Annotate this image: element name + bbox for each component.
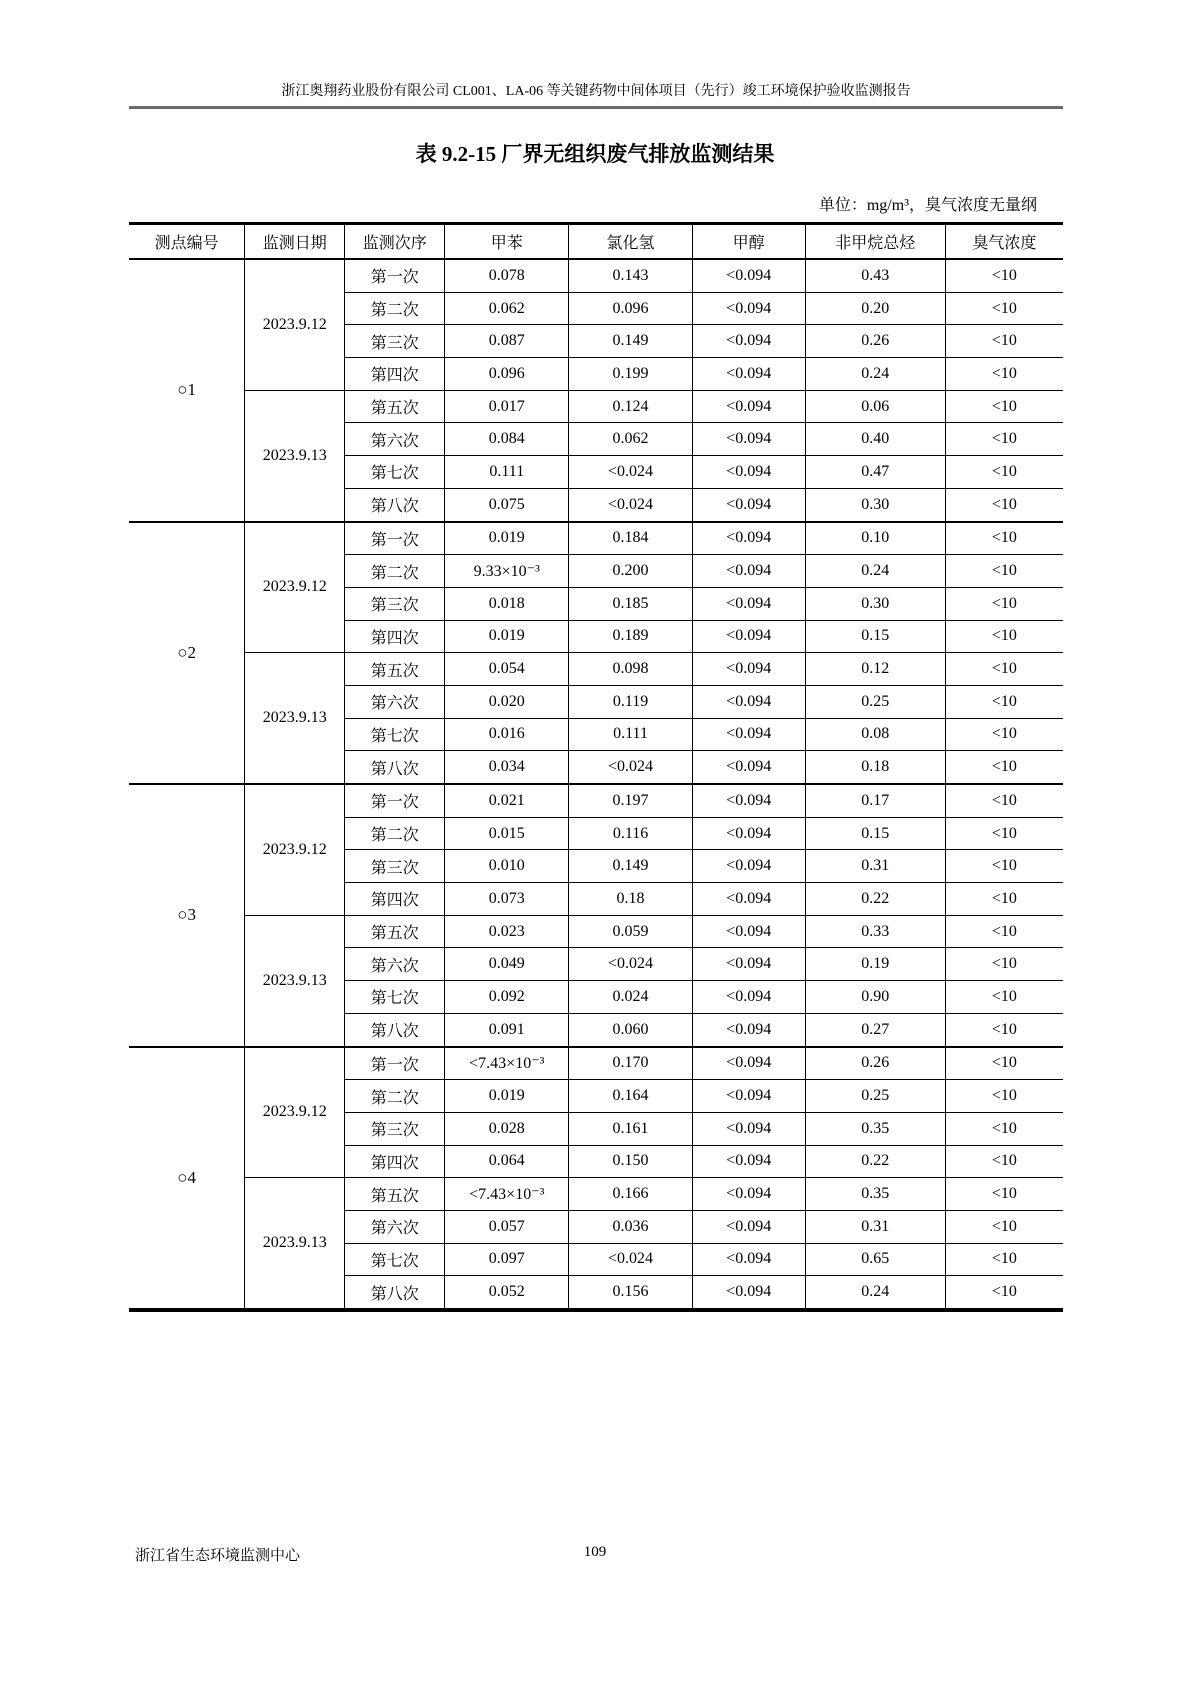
value-cell: <0.094 <box>692 259 805 292</box>
value-cell: <10 <box>945 1112 1063 1145</box>
value-cell: <0.094 <box>692 915 805 948</box>
value-cell: <10 <box>945 456 1063 489</box>
value-cell: 0.184 <box>569 522 692 555</box>
col-header-order: 监测次序 <box>345 224 445 260</box>
value-cell: 0.060 <box>569 1013 692 1046</box>
date-cell: 2023.9.13 <box>245 1178 345 1310</box>
value-cell: <0.094 <box>692 358 805 391</box>
order-cell: 第八次 <box>345 751 445 784</box>
value-cell: <10 <box>945 522 1063 555</box>
value-cell: <10 <box>945 555 1063 588</box>
value-cell: <0.094 <box>692 1243 805 1276</box>
value-cell: <10 <box>945 1145 1063 1178</box>
value-cell: 0.06 <box>805 390 945 423</box>
value-cell: <0.094 <box>692 1276 805 1310</box>
value-cell: 0.078 <box>445 259 569 292</box>
value-cell: 0.111 <box>445 456 569 489</box>
value-cell: 0.015 <box>445 817 569 850</box>
value-cell: 0.199 <box>569 358 692 391</box>
value-cell: 0.143 <box>569 259 692 292</box>
value-cell: 0.119 <box>569 685 692 718</box>
value-cell: 0.057 <box>445 1210 569 1243</box>
value-cell: 0.15 <box>805 620 945 653</box>
value-cell: 0.30 <box>805 488 945 521</box>
value-cell: 0.019 <box>445 1080 569 1113</box>
date-cell: 2023.9.12 <box>245 1047 345 1178</box>
value-cell: 9.33×10⁻³ <box>445 555 569 588</box>
value-cell: 0.26 <box>805 325 945 358</box>
value-cell: 0.33 <box>805 915 945 948</box>
col-header-nmhc: 非甲烷总烃 <box>805 224 945 260</box>
value-cell: 0.019 <box>445 620 569 653</box>
point-id-cell: ○2 <box>129 522 245 785</box>
value-cell: <10 <box>945 325 1063 358</box>
value-cell: 0.049 <box>445 948 569 981</box>
value-cell: <10 <box>945 1080 1063 1113</box>
value-cell: <10 <box>945 653 1063 686</box>
order-cell: 第一次 <box>345 522 445 555</box>
table-row <box>129 390 1063 423</box>
date-cell: 2023.9.13 <box>245 653 345 784</box>
document-header: 浙江奥翔药业股份有限公司 CL001、LA-06 等关键药物中间体项目（先行）竣工环境保护验收监测报告 <box>281 84 911 99</box>
order-cell: 第六次 <box>345 1210 445 1243</box>
value-cell: 0.10 <box>805 522 945 555</box>
col-header-point: 测点编号 <box>129 224 245 260</box>
value-cell: 0.116 <box>569 817 692 850</box>
value-cell: 0.24 <box>805 555 945 588</box>
value-cell: <0.094 <box>692 1112 805 1145</box>
order-cell: 第二次 <box>345 555 445 588</box>
value-cell: 0.036 <box>569 1210 692 1243</box>
value-cell: 0.18 <box>805 751 945 784</box>
value-cell: 0.092 <box>445 981 569 1014</box>
value-cell: <0.094 <box>692 390 805 423</box>
value-cell: 0.023 <box>445 915 569 948</box>
monitoring-results-table <box>129 222 1063 1312</box>
order-cell: 第三次 <box>345 587 445 620</box>
order-cell: 第四次 <box>345 883 445 916</box>
order-cell: 第一次 <box>345 784 445 817</box>
date-cell: 2023.9.12 <box>245 784 345 915</box>
col-header-toluene: 甲苯 <box>445 224 569 260</box>
value-cell: 0.017 <box>445 390 569 423</box>
order-cell: 第四次 <box>345 620 445 653</box>
value-cell: <0.094 <box>692 751 805 784</box>
value-cell: <0.094 <box>692 522 805 555</box>
value-cell: 0.185 <box>569 587 692 620</box>
date-cell: 2023.9.13 <box>245 390 345 521</box>
value-cell: 0.084 <box>445 423 569 456</box>
value-cell: 0.26 <box>805 1047 945 1080</box>
value-cell: <0.094 <box>692 620 805 653</box>
value-cell: 0.075 <box>445 488 569 521</box>
value-cell: <0.094 <box>692 325 805 358</box>
value-cell: <10 <box>945 1210 1063 1243</box>
unit-note <box>129 192 1063 215</box>
value-cell: <10 <box>945 488 1063 521</box>
value-cell: 0.90 <box>805 981 945 1014</box>
value-cell: <10 <box>945 915 1063 948</box>
value-cell: <0.094 <box>692 587 805 620</box>
value-cell: <0.094 <box>692 1178 805 1211</box>
value-cell: 0.17 <box>805 784 945 817</box>
value-cell: 0.22 <box>805 883 945 916</box>
value-cell: 0.15 <box>805 817 945 850</box>
value-cell: 0.073 <box>445 883 569 916</box>
value-cell: <0.094 <box>692 718 805 751</box>
value-cell: <0.094 <box>692 1145 805 1178</box>
table-title: 表 9.2-15 厂界无组织废气排放监测结果 <box>415 142 775 166</box>
value-cell: <10 <box>945 620 1063 653</box>
value-cell: 0.12 <box>805 653 945 686</box>
order-cell: 第八次 <box>345 488 445 521</box>
order-cell: 第二次 <box>345 817 445 850</box>
value-cell: 0.098 <box>569 653 692 686</box>
value-cell: <0.024 <box>569 948 692 981</box>
value-cell: 0.150 <box>569 1145 692 1178</box>
value-cell: <10 <box>945 1276 1063 1310</box>
value-cell: <10 <box>945 685 1063 718</box>
date-cell: 2023.9.13 <box>245 915 345 1046</box>
value-cell: <0.094 <box>692 1080 805 1113</box>
value-cell: 0.149 <box>569 325 692 358</box>
value-cell: 0.096 <box>569 292 692 325</box>
value-cell: 0.31 <box>805 850 945 883</box>
point-id-cell: ○4 <box>129 1047 245 1311</box>
value-cell: 0.19 <box>805 948 945 981</box>
value-cell: 0.200 <box>569 555 692 588</box>
value-cell: 0.062 <box>445 292 569 325</box>
value-cell: <10 <box>945 292 1063 325</box>
col-header-hcl: 氯化氢 <box>569 224 692 260</box>
value-cell: 0.149 <box>569 850 692 883</box>
value-cell: <0.094 <box>692 685 805 718</box>
header-divider <box>129 106 1063 109</box>
value-cell: 0.161 <box>569 1112 692 1145</box>
value-cell: <10 <box>945 784 1063 817</box>
order-cell: 第一次 <box>345 1047 445 1080</box>
value-cell: 0.08 <box>805 718 945 751</box>
value-cell: 0.059 <box>569 915 692 948</box>
value-cell: <0.094 <box>692 292 805 325</box>
value-cell: 0.27 <box>805 1013 945 1046</box>
value-cell: <10 <box>945 259 1063 292</box>
value-cell: <0.094 <box>692 653 805 686</box>
value-cell: <10 <box>945 948 1063 981</box>
value-cell: <0.024 <box>569 488 692 521</box>
value-cell: 0.034 <box>445 751 569 784</box>
value-cell: 0.65 <box>805 1243 945 1276</box>
value-cell: 0.189 <box>569 620 692 653</box>
order-cell: 第一次 <box>345 259 445 292</box>
value-cell: 0.31 <box>805 1210 945 1243</box>
value-cell: 0.020 <box>445 685 569 718</box>
value-cell: 0.124 <box>569 390 692 423</box>
value-cell: <10 <box>945 718 1063 751</box>
value-cell: 0.18 <box>569 883 692 916</box>
value-cell: <10 <box>945 883 1063 916</box>
table-row <box>129 1178 1063 1211</box>
value-cell: 0.30 <box>805 587 945 620</box>
order-cell: 第二次 <box>345 1080 445 1113</box>
value-cell: 0.35 <box>805 1112 945 1145</box>
value-cell: 0.010 <box>445 850 569 883</box>
table-row <box>129 653 1063 686</box>
value-cell: 0.021 <box>445 784 569 817</box>
value-cell: 0.156 <box>569 1276 692 1310</box>
value-cell: 0.164 <box>569 1080 692 1113</box>
order-cell: 第七次 <box>345 1243 445 1276</box>
value-cell: 0.097 <box>445 1243 569 1276</box>
point-id-cell: ○1 <box>129 259 245 522</box>
value-cell: <0.024 <box>569 456 692 489</box>
order-cell: 第三次 <box>345 1112 445 1145</box>
point-id-cell: ○3 <box>129 784 245 1047</box>
value-cell: 0.25 <box>805 1080 945 1113</box>
value-cell: <0.094 <box>692 948 805 981</box>
value-cell: 0.197 <box>569 784 692 817</box>
value-cell: 0.22 <box>805 1145 945 1178</box>
order-cell: 第七次 <box>345 981 445 1014</box>
value-cell: <0.094 <box>692 981 805 1014</box>
order-cell: 第四次 <box>345 358 445 391</box>
value-cell: <0.094 <box>692 1047 805 1080</box>
value-cell: <0.094 <box>692 784 805 817</box>
value-cell: <0.094 <box>692 1013 805 1046</box>
value-cell: <0.094 <box>692 488 805 521</box>
value-cell: 0.064 <box>445 1145 569 1178</box>
value-cell: <10 <box>945 1013 1063 1046</box>
value-cell: 0.24 <box>805 358 945 391</box>
value-cell: <7.43×10⁻³ <box>445 1178 569 1211</box>
value-cell: 0.019 <box>445 522 569 555</box>
value-cell: <0.094 <box>692 423 805 456</box>
value-cell: 0.024 <box>569 981 692 1014</box>
value-cell: 0.054 <box>445 653 569 686</box>
value-cell: <10 <box>945 423 1063 456</box>
col-header-methanol: 甲醇 <box>692 224 805 260</box>
order-cell: 第二次 <box>345 292 445 325</box>
order-cell: 第四次 <box>345 1145 445 1178</box>
table-row <box>129 259 1063 292</box>
col-header-odor: 臭气浓度 <box>945 224 1063 260</box>
order-cell: 第六次 <box>345 948 445 981</box>
value-cell: <0.024 <box>569 1243 692 1276</box>
value-cell: 0.20 <box>805 292 945 325</box>
value-cell: 0.062 <box>569 423 692 456</box>
order-cell: 第八次 <box>345 1276 445 1310</box>
value-cell: 0.166 <box>569 1178 692 1211</box>
value-cell: <10 <box>945 850 1063 883</box>
table-row <box>129 915 1063 948</box>
order-cell: 第六次 <box>345 423 445 456</box>
value-cell: <0.024 <box>569 751 692 784</box>
table-row <box>129 784 1063 817</box>
value-cell: 0.016 <box>445 718 569 751</box>
unit-note-text: 单位：mg/m³，臭气浓度无量纲 <box>818 197 1037 214</box>
order-cell: 第五次 <box>345 653 445 686</box>
value-cell: <0.094 <box>692 817 805 850</box>
order-cell: 第六次 <box>345 685 445 718</box>
value-cell: 0.25 <box>805 685 945 718</box>
value-cell: <10 <box>945 1047 1063 1080</box>
value-cell: <10 <box>945 358 1063 391</box>
page-number: 109 <box>583 1544 607 1560</box>
footer-organization: 浙江省生态环境监测中心 <box>135 1548 301 1564</box>
order-cell: 第七次 <box>345 456 445 489</box>
date-cell: 2023.9.12 <box>245 522 345 653</box>
value-cell: 0.43 <box>805 259 945 292</box>
value-cell: 0.096 <box>445 358 569 391</box>
table-row <box>129 1047 1063 1080</box>
value-cell: <10 <box>945 751 1063 784</box>
value-cell: 0.24 <box>805 1276 945 1310</box>
value-cell: 0.052 <box>445 1276 569 1310</box>
value-cell: 0.170 <box>569 1047 692 1080</box>
value-cell: <10 <box>945 587 1063 620</box>
order-cell: 第五次 <box>345 1178 445 1211</box>
value-cell: <0.094 <box>692 1210 805 1243</box>
value-cell: 0.35 <box>805 1178 945 1211</box>
value-cell: <0.094 <box>692 456 805 489</box>
value-cell: 0.47 <box>805 456 945 489</box>
date-cell: 2023.9.12 <box>245 259 345 390</box>
value-cell: <0.094 <box>692 883 805 916</box>
value-cell: 0.091 <box>445 1013 569 1046</box>
value-cell: <0.094 <box>692 850 805 883</box>
value-cell: <10 <box>945 1178 1063 1211</box>
col-header-date: 监测日期 <box>245 224 345 260</box>
value-cell: <0.094 <box>692 555 805 588</box>
order-cell: 第三次 <box>345 850 445 883</box>
value-cell: 0.028 <box>445 1112 569 1145</box>
table-header-row <box>129 224 1063 260</box>
value-cell: 0.018 <box>445 587 569 620</box>
value-cell: <7.43×10⁻³ <box>445 1047 569 1080</box>
order-cell: 第八次 <box>345 1013 445 1046</box>
value-cell: <10 <box>945 981 1063 1014</box>
order-cell: 第五次 <box>345 915 445 948</box>
value-cell: <10 <box>945 817 1063 850</box>
value-cell: 0.111 <box>569 718 692 751</box>
value-cell: 0.087 <box>445 325 569 358</box>
table-row <box>129 522 1063 555</box>
value-cell: 0.40 <box>805 423 945 456</box>
order-cell: 第三次 <box>345 325 445 358</box>
order-cell: 第五次 <box>345 390 445 423</box>
value-cell: <10 <box>945 390 1063 423</box>
order-cell: 第七次 <box>345 718 445 751</box>
value-cell: <10 <box>945 1243 1063 1276</box>
